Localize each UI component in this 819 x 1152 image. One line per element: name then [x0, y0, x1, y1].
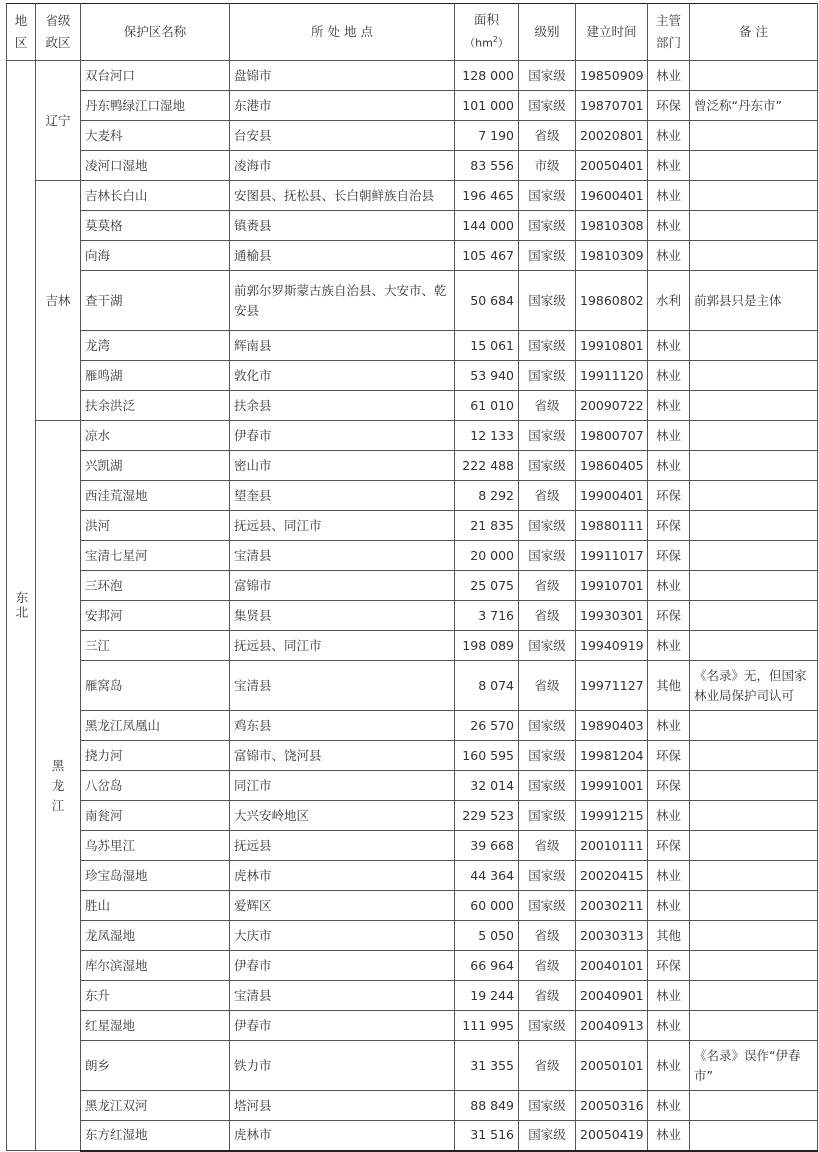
reserve-location: 凌海市: [230, 151, 455, 181]
reserve-date: 20020801: [576, 121, 648, 151]
reserve-area: 60 000: [455, 891, 519, 921]
reserve-note: [690, 771, 818, 801]
table-row: [7, 271, 818, 331]
reserve-dept: 林业: [648, 801, 690, 831]
reserve-name: 挠力河: [81, 741, 230, 771]
reserve-level: 省级: [519, 121, 576, 151]
reserve-location: 同江市: [230, 771, 455, 801]
table-row: [7, 421, 818, 451]
reserve-dept: 林业: [648, 861, 690, 891]
reserve-date: 19991215: [576, 801, 648, 831]
reserve-date: 19800707: [576, 421, 648, 451]
table-row: [7, 151, 818, 181]
reserve-note: [690, 211, 818, 241]
reserve-date: 20030211: [576, 891, 648, 921]
reserve-level: 国家级: [519, 361, 576, 391]
reserve-note: [690, 711, 818, 741]
reserve-dept: 林业: [648, 391, 690, 421]
table-row: [7, 541, 818, 571]
reserve-dept: 林业: [648, 211, 690, 241]
reserve-name: 东方红湿地: [81, 1121, 230, 1151]
table-row: [7, 91, 818, 121]
reserve-area: 198 089: [455, 631, 519, 661]
reserve-location: 抚远县: [230, 831, 455, 861]
reserve-area: 160 595: [455, 741, 519, 771]
reserve-dept: 林业: [648, 571, 690, 601]
reserve-date: 19870701: [576, 91, 648, 121]
reserve-level: 市级: [519, 151, 576, 181]
table-row: [7, 1011, 818, 1041]
reserve-date: 19940919: [576, 631, 648, 661]
reserve-note: [690, 891, 818, 921]
reserve-location: 大兴安岭地区: [230, 801, 455, 831]
table-row: [7, 741, 818, 771]
reserve-area: 88 849: [455, 1091, 519, 1121]
reserve-dept: 林业: [648, 1121, 690, 1151]
reserve-name: 查干湖: [81, 271, 230, 331]
reserve-dept: 林业: [648, 981, 690, 1011]
reserve-note: [690, 861, 818, 891]
reserve-area: 50 684: [455, 271, 519, 331]
reserve-name: 红星湿地: [81, 1011, 230, 1041]
reserve-location: 东港市: [230, 91, 455, 121]
reserve-date: 19911120: [576, 361, 648, 391]
reserve-note: [690, 121, 818, 151]
reserve-level: 国家级: [519, 1091, 576, 1121]
reserve-name: 朗乡: [81, 1041, 230, 1091]
table-row: [7, 1121, 818, 1151]
reserve-area: 53 940: [455, 361, 519, 391]
reserve-dept: 林业: [648, 421, 690, 451]
reserve-date: 19810308: [576, 211, 648, 241]
reserve-name: 洪河: [81, 511, 230, 541]
reserve-location: 台安县: [230, 121, 455, 151]
reserve-level: 省级: [519, 921, 576, 951]
reserve-name: 黑龙江双河: [81, 1091, 230, 1121]
reserve-date: 20050101: [576, 1041, 648, 1091]
reserve-level: 省级: [519, 981, 576, 1011]
reserve-area: 105 467: [455, 241, 519, 271]
header-area-label: 面积: [473, 12, 499, 28]
reserve-note: [690, 981, 818, 1011]
reserve-location: 集贤县: [230, 601, 455, 631]
reserve-location: 大庆市: [230, 921, 455, 951]
reserve-name: 大麦科: [81, 121, 230, 151]
reserve-name: 莫莫格: [81, 211, 230, 241]
table-row: [7, 891, 818, 921]
reserve-location: 伊春市: [230, 951, 455, 981]
reserve-note: [690, 151, 818, 181]
reserve-location: 镇赉县: [230, 211, 455, 241]
reserve-location: 望奎县: [230, 481, 455, 511]
reserve-dept: 林业: [648, 361, 690, 391]
table-row: [7, 861, 818, 891]
reserve-location: 宝清县: [230, 541, 455, 571]
reserve-dept: 林业: [648, 711, 690, 741]
reserve-note: [690, 601, 818, 631]
header-dept: 主管部门: [648, 4, 690, 61]
header-province: 省级政区: [36, 4, 81, 61]
reserve-name: 胜山: [81, 891, 230, 921]
reserve-dept: 环保: [648, 601, 690, 631]
reserve-date: 19860405: [576, 451, 648, 481]
reserve-name: 雁鸣湖: [81, 361, 230, 391]
reserve-location: 宝清县: [230, 661, 455, 711]
reserve-name: 八岔岛: [81, 771, 230, 801]
reserve-date: 20090722: [576, 391, 648, 421]
reserve-location: 前郭尔罗斯蒙古族自治县、大安市、乾安县: [230, 271, 455, 331]
reserve-area: 101 000: [455, 91, 519, 121]
reserve-dept: 林业: [648, 891, 690, 921]
table-row: [7, 121, 818, 151]
reserve-level: 省级: [519, 481, 576, 511]
reserve-level: 国家级: [519, 711, 576, 741]
table-row: [7, 631, 818, 661]
reserve-level: 省级: [519, 1041, 576, 1091]
reserve-name: 库尔滨湿地: [81, 951, 230, 981]
table-row: [7, 831, 818, 861]
reserve-area: 8 074: [455, 661, 519, 711]
reserve-note: [690, 951, 818, 981]
reserve-area: 21 835: [455, 511, 519, 541]
reserve-dept: 林业: [648, 61, 690, 91]
reserve-note: [690, 361, 818, 391]
reserve-name: 双台河口: [81, 61, 230, 91]
reserve-location: 塔河县: [230, 1091, 455, 1121]
reserve-location: 抚远县、同江市: [230, 631, 455, 661]
reserve-date: 20050401: [576, 151, 648, 181]
header-date: 建立时间: [576, 4, 648, 61]
reserve-date: 19930301: [576, 601, 648, 631]
reserve-level: 国家级: [519, 91, 576, 121]
reserve-note: [690, 421, 818, 451]
reserve-date: 19910701: [576, 571, 648, 601]
table-row: [7, 951, 818, 981]
header-level: 级别: [519, 4, 576, 61]
reserve-note: [690, 631, 818, 661]
reserve-level: 国家级: [519, 541, 576, 571]
reserve-dept: 林业: [648, 241, 690, 271]
reserve-date: 20030313: [576, 921, 648, 951]
reserve-date: 20040913: [576, 1011, 648, 1041]
reserve-note: 曾泛称“丹东市”: [690, 91, 818, 121]
reserve-area: 3 716: [455, 601, 519, 631]
reserve-area: 66 964: [455, 951, 519, 981]
reserve-date: 20010111: [576, 831, 648, 861]
reserve-name: 丹东鸭绿江口湿地: [81, 91, 230, 121]
reserve-date: 19911017: [576, 541, 648, 571]
reserve-level: 国家级: [519, 891, 576, 921]
reserve-dept: 林业: [648, 331, 690, 361]
reserve-area: 7 190: [455, 121, 519, 151]
reserve-dept: 环保: [648, 91, 690, 121]
reserve-area: 111 995: [455, 1011, 519, 1041]
reserve-location: 伊春市: [230, 421, 455, 451]
reserve-dept: 环保: [648, 951, 690, 981]
reserve-note: 《名录》无，但国家林业局保护司认可: [690, 661, 818, 711]
reserve-name: 龙湾: [81, 331, 230, 361]
reserve-name: 吉林长白山: [81, 181, 230, 211]
reserve-area: 61 010: [455, 391, 519, 421]
reserve-name: 乌苏里江: [81, 831, 230, 861]
table-row: [7, 921, 818, 951]
table-row: [7, 451, 818, 481]
reserve-name: 三环泡: [81, 571, 230, 601]
reserve-level: 国家级: [519, 801, 576, 831]
table-row: [7, 391, 818, 421]
reserve-date: 19600401: [576, 181, 648, 211]
reserve-location: 伊春市: [230, 1011, 455, 1041]
province-cell-jilin: 吉林: [36, 181, 81, 421]
reserve-area: 31 355: [455, 1041, 519, 1091]
reserve-note: [690, 1091, 818, 1121]
reserve-name: 宝清七星河: [81, 541, 230, 571]
header-row: [7, 4, 818, 61]
header-note: 备 注: [690, 4, 818, 61]
reserve-level: 国家级: [519, 211, 576, 241]
reserve-location: 敦化市: [230, 361, 455, 391]
reserve-dept: 林业: [648, 1091, 690, 1121]
table-row: [7, 331, 818, 361]
reserve-level: 国家级: [519, 771, 576, 801]
reserve-area: 229 523: [455, 801, 519, 831]
reserve-area: 32 014: [455, 771, 519, 801]
reserve-level: 省级: [519, 831, 576, 861]
reserve-note: [690, 831, 818, 861]
reserve-level: 省级: [519, 661, 576, 711]
reserve-note: [690, 331, 818, 361]
reserve-location: 虎林市: [230, 861, 455, 891]
reserve-date: 19900401: [576, 481, 648, 511]
reserve-date: 19810309: [576, 241, 648, 271]
reserve-note: [690, 1011, 818, 1041]
reserve-location: 鸡东县: [230, 711, 455, 741]
reserve-dept: 环保: [648, 541, 690, 571]
reserve-table: [6, 3, 818, 1152]
reserve-dept: 林业: [648, 1041, 690, 1091]
reserve-date: 19890403: [576, 711, 648, 741]
reserve-name: 西洼荒湿地: [81, 481, 230, 511]
reserve-location: 通榆县: [230, 241, 455, 271]
table-row: [7, 241, 818, 271]
table-row: [7, 601, 818, 631]
table-row: [7, 771, 818, 801]
reserve-level: 国家级: [519, 631, 576, 661]
reserve-dept: 环保: [648, 511, 690, 541]
reserve-level: 国家级: [519, 1121, 576, 1151]
reserve-level: 国家级: [519, 61, 576, 91]
reserve-location: 宝清县: [230, 981, 455, 1011]
reserve-level: 国家级: [519, 1011, 576, 1041]
table-row: [7, 571, 818, 601]
header-area: [455, 4, 519, 61]
reserve-date: 19850909: [576, 61, 648, 91]
reserve-date: 20020415: [576, 861, 648, 891]
reserve-note: [690, 1121, 818, 1151]
reserve-note: [690, 541, 818, 571]
reserve-level: 省级: [519, 391, 576, 421]
reserve-date: 19910801: [576, 331, 648, 361]
reserve-name: 扶余洪泛: [81, 391, 230, 421]
reserve-dept: 林业: [648, 1011, 690, 1041]
reserve-name: 珍宝岛湿地: [81, 861, 230, 891]
table-row: [7, 481, 818, 511]
table-row: [7, 361, 818, 391]
reserve-name: 凌河口湿地: [81, 151, 230, 181]
reserve-note: [690, 801, 818, 831]
reserve-level: 国家级: [519, 511, 576, 541]
table-row: [7, 211, 818, 241]
table-row: [7, 181, 818, 211]
reserve-area: 44 364: [455, 861, 519, 891]
reserve-dept: 林业: [648, 631, 690, 661]
reserve-name: 黑龙江凤凰山: [81, 711, 230, 741]
reserve-area: 19 244: [455, 981, 519, 1011]
reserve-note: [690, 391, 818, 421]
reserve-note: [690, 181, 818, 211]
reserve-location: 铁力市: [230, 1041, 455, 1091]
reserve-location: 富锦市: [230, 571, 455, 601]
reserve-name: 向海: [81, 241, 230, 271]
table-row: [7, 61, 818, 91]
reserve-note: [690, 481, 818, 511]
header-region: 地区: [7, 4, 36, 61]
reserve-note: [690, 61, 818, 91]
reserve-area: 128 000: [455, 61, 519, 91]
reserve-location: 盘锦市: [230, 61, 455, 91]
reserve-area: 31 516: [455, 1121, 519, 1151]
reserve-area: 5 050: [455, 921, 519, 951]
reserve-dept: 环保: [648, 831, 690, 861]
reserve-level: 国家级: [519, 181, 576, 211]
reserve-location: 辉南县: [230, 331, 455, 361]
table-row: [7, 801, 818, 831]
reserve-area: 222 488: [455, 451, 519, 481]
reserve-location: 密山市: [230, 451, 455, 481]
reserve-location: 扶余县: [230, 391, 455, 421]
reserve-level: 国家级: [519, 861, 576, 891]
reserve-dept: 林业: [648, 151, 690, 181]
reserve-name: 南瓮河: [81, 801, 230, 831]
reserve-note: 前郭县只是主体: [690, 271, 818, 331]
reserve-area: 39 668: [455, 831, 519, 861]
header-location: 所 处 地 点: [230, 4, 455, 61]
reserve-name: 龙凤湿地: [81, 921, 230, 951]
reserve-level: 国家级: [519, 271, 576, 331]
reserve-date: 19991001: [576, 771, 648, 801]
reserve-dept: 环保: [648, 771, 690, 801]
reserve-name: 兴凯湖: [81, 451, 230, 481]
province-cell-liaoning: 辽宁: [36, 61, 81, 181]
reserve-level: 国家级: [519, 421, 576, 451]
reserve-dept: 林业: [648, 451, 690, 481]
header-area-unit: $(hm^2)$: [464, 35, 509, 50]
reserve-area: 26 570: [455, 711, 519, 741]
reserve-area: 196 465: [455, 181, 519, 211]
reserve-date: 20050316: [576, 1091, 648, 1121]
header-name: 保护区名称: [81, 4, 230, 61]
reserve-location: 富锦市、饶河县: [230, 741, 455, 771]
reserve-note: [690, 241, 818, 271]
reserve-date: 19981204: [576, 741, 648, 771]
reserve-area: 12 133: [455, 421, 519, 451]
reserve-note: [690, 451, 818, 481]
reserve-level: 国家级: [519, 741, 576, 771]
reserve-level: 国家级: [519, 241, 576, 271]
region-cell: 东北: [7, 61, 36, 1151]
reserve-note: [690, 511, 818, 541]
reserve-date: 19971127: [576, 661, 648, 711]
reserve-dept: 其他: [648, 661, 690, 711]
reserve-area: 8 292: [455, 481, 519, 511]
table-row: [7, 1041, 818, 1091]
table-row: [7, 711, 818, 741]
reserve-date: 20050419: [576, 1121, 648, 1151]
reserve-dept: 林业: [648, 181, 690, 211]
reserve-area: 83 556: [455, 151, 519, 181]
reserve-note: 《名录》误作“伊春市”: [690, 1041, 818, 1091]
reserve-level: 省级: [519, 601, 576, 631]
table-row: [7, 1091, 818, 1121]
reserve-dept: 水利: [648, 271, 690, 331]
reserve-note: [690, 741, 818, 771]
reserve-area: 25 075: [455, 571, 519, 601]
reserve-note: [690, 921, 818, 951]
reserve-location: 安图县、抚松县、长白朝鲜族自治县: [230, 181, 455, 211]
reserve-area: 15 061: [455, 331, 519, 361]
reserve-name: 凉水: [81, 421, 230, 451]
reserve-level: 省级: [519, 571, 576, 601]
reserve-dept: 环保: [648, 481, 690, 511]
reserve-date: 20040901: [576, 981, 648, 1011]
reserve-level: 省级: [519, 951, 576, 981]
reserve-note: [690, 571, 818, 601]
reserve-name: 三江: [81, 631, 230, 661]
reserve-area: 20 000: [455, 541, 519, 571]
reserve-level: 国家级: [519, 451, 576, 481]
table-row: [7, 981, 818, 1011]
reserve-name: 雁窝岛: [81, 661, 230, 711]
province-cell-heilongjiang: 黑龙江: [36, 421, 81, 1151]
table-row: [7, 661, 818, 711]
reserve-name: 东升: [81, 981, 230, 1011]
reserve-area: 144 000: [455, 211, 519, 241]
reserve-level: 国家级: [519, 331, 576, 361]
reserve-dept: 其他: [648, 921, 690, 951]
reserve-dept: 环保: [648, 741, 690, 771]
reserve-dept: 林业: [648, 121, 690, 151]
reserve-date: 20040101: [576, 951, 648, 981]
reserve-name: 安邦河: [81, 601, 230, 631]
table-row: [7, 511, 818, 541]
reserve-date: 19880111: [576, 511, 648, 541]
reserve-location: 虎林市: [230, 1121, 455, 1151]
reserve-location: 抚远县、同江市: [230, 511, 455, 541]
reserve-date: 19860802: [576, 271, 648, 331]
reserve-location: 爱辉区: [230, 891, 455, 921]
